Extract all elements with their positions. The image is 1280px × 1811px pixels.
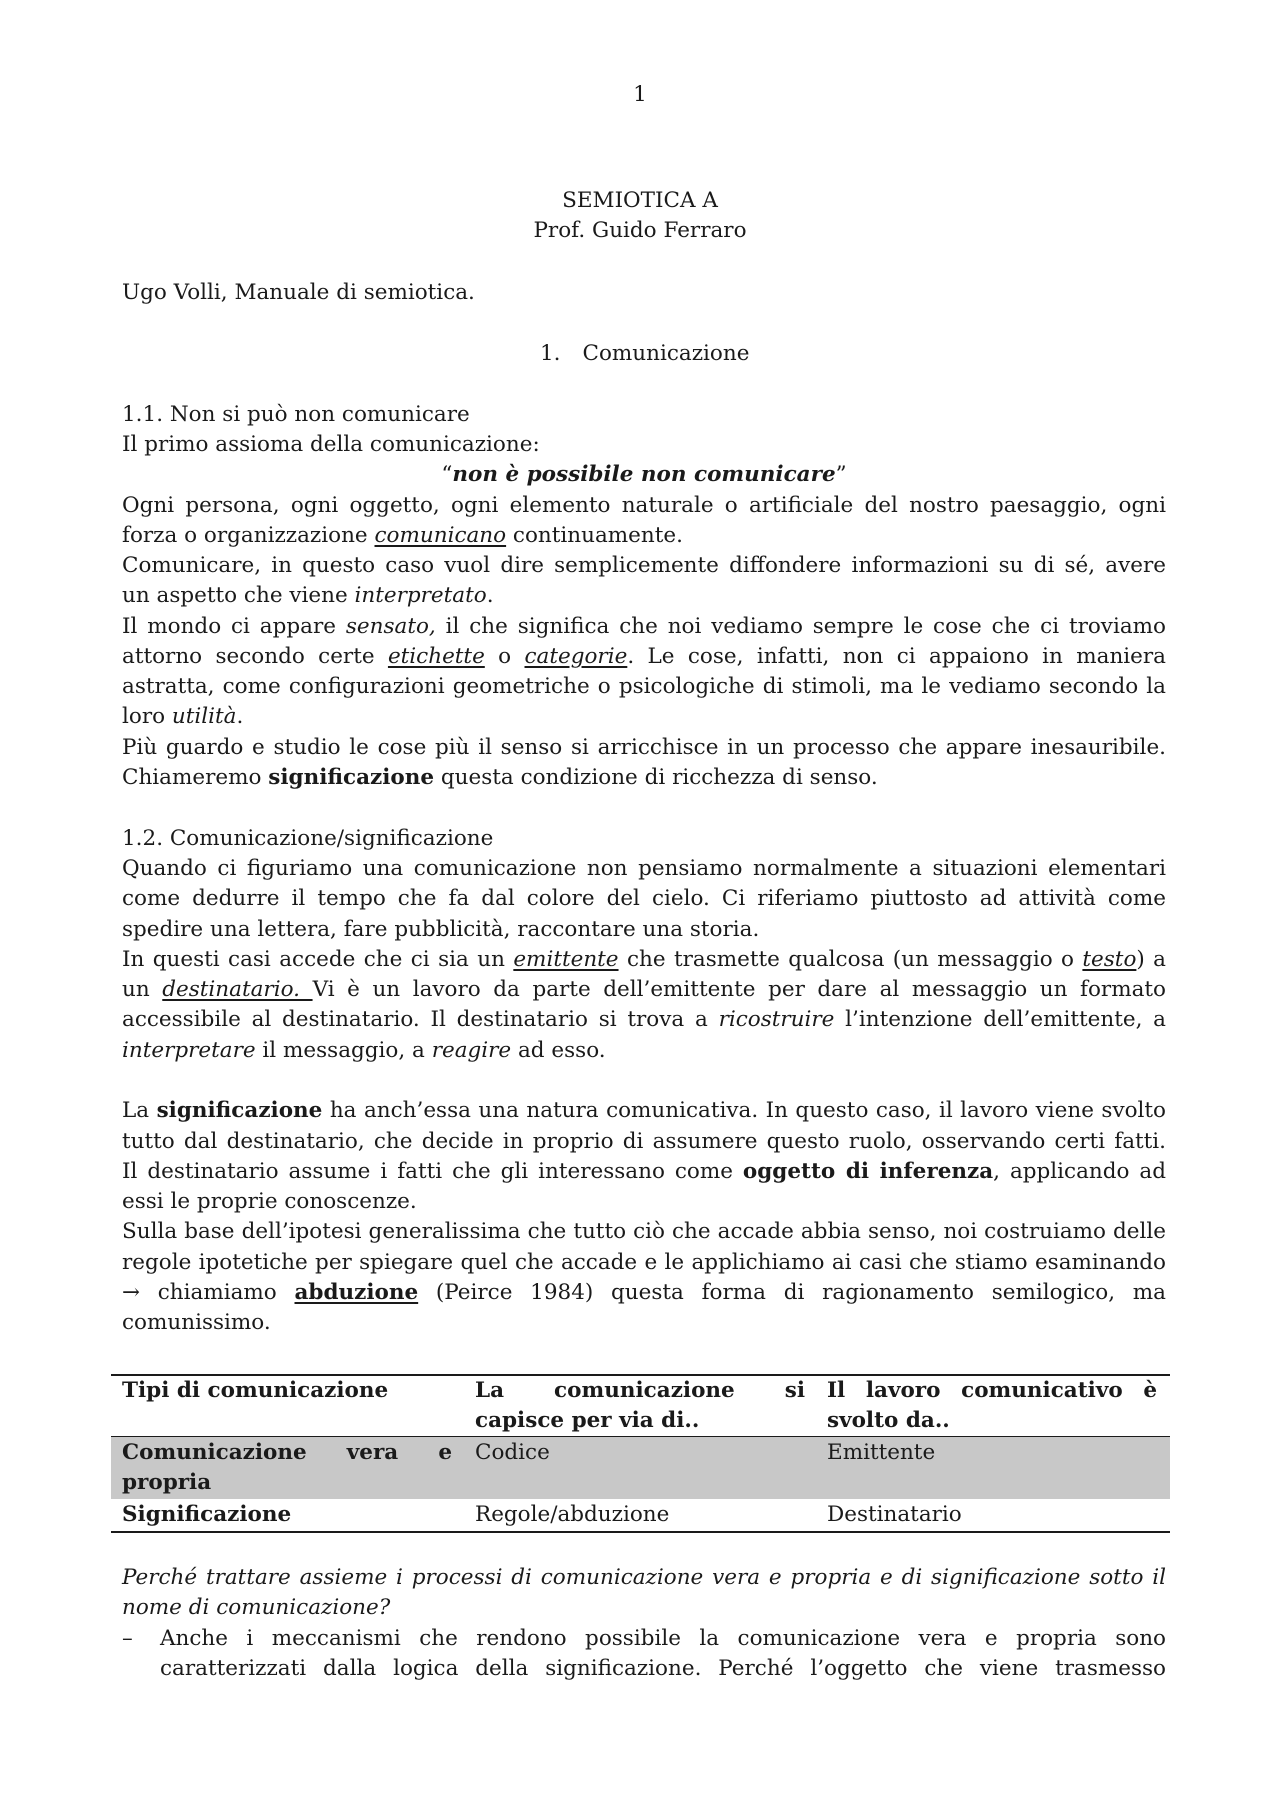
table-bottom-rule: [111, 1531, 1170, 1533]
text-run: il che significa che noi vediamo sempre le cose che ci troviamo: [435, 614, 1166, 639]
emphasis-sensato: sensato,: [345, 614, 436, 639]
text-run: loro: [122, 704, 172, 729]
paragraph-line: Quando ci figuriamo una comunicazione non pensiamo normalmente a situazioni elementari: [122, 856, 1166, 881]
text-run: Vi è un lavoro da parte dell’emittente per dare al messaggio un formato: [312, 977, 1166, 1002]
paragraph-line: spedire una lettera, fare pubblicità, raccontare una storia.: [122, 917, 760, 942]
table-header-rule: [111, 1436, 1170, 1437]
paragraph-line: [122, 702, 1166, 733]
text-run: il messaggio, a: [255, 1038, 432, 1063]
term-abduzione: abduzione: [294, 1280, 419, 1305]
quote-open: “: [441, 462, 453, 487]
paragraph-line: [122, 642, 1166, 673]
text-run: ad esso.: [511, 1038, 606, 1063]
emphasis-comunicano: comunicano: [374, 523, 507, 548]
paragraph-line: [122, 581, 1166, 612]
emphasis-categorie: categorie: [524, 644, 628, 669]
header-text: capisce per via di..: [475, 1408, 700, 1433]
text-run: Chiameremo: [122, 765, 269, 790]
table-cell: Destinatario: [827, 1502, 962, 1527]
paragraph-line: regole ipotetiche per spiegare quel che accade e le applichiamo ai casi che stiamo esaminando: [122, 1250, 1166, 1275]
header-text: svolto da..: [827, 1408, 950, 1433]
question-text: Perché trattare assieme i processi di comunicazione vera e propria e di significazione sotto il: [122, 1565, 1166, 1590]
cell-text: propria: [122, 1470, 212, 1495]
section1-intro: Il primo assioma della comunicazione:: [122, 432, 540, 457]
paragraph-line: [122, 1096, 1166, 1127]
text-run: .: [486, 583, 494, 608]
text-run: (Peirce 1984) questa forma di ragionamento semilogico, ma: [418, 1280, 1166, 1305]
text-run: un aspetto che viene: [122, 583, 355, 608]
question-line: [122, 1563, 1166, 1594]
paragraph-line: [122, 763, 1166, 794]
text-run: accessibile al destinatario. Il destinatario si trova a: [122, 1007, 719, 1032]
paragraph-line: Sulla base dell’ipotesi generalissima che tutto ciò che accade abbia senso, noi costruiamo delle: [122, 1219, 1166, 1244]
text-run: Il mondo ci appare: [122, 614, 346, 639]
cell-text: Comunicazione vera e: [122, 1440, 452, 1465]
text-run: questa condizione di ricchezza di senso.: [434, 765, 878, 790]
cell-text: Significazione: [122, 1502, 292, 1527]
table-cell: [122, 1500, 452, 1530]
table-header-cell: [475, 1376, 805, 1406]
table-cell: [122, 1468, 452, 1498]
paragraph-line: [122, 975, 1166, 1006]
text-run: La: [122, 1098, 157, 1123]
document-title: SEMIOTICA A: [562, 188, 718, 213]
emphasis-ricostruire: ricostruire: [718, 1007, 835, 1032]
header-text: Il lavoro comunicativo è: [827, 1378, 1157, 1403]
paragraph-line: Più guardo e studio le cose più il senso si arricchisce in un processo che appare inesauribile.: [122, 735, 1166, 760]
arrow-icon: →: [122, 1280, 141, 1305]
emphasis-reagire: reagire: [431, 1038, 512, 1063]
text-run: ha anch’essa una natura comunicativa. In questo caso, il lavoro viene svolto: [322, 1098, 1166, 1123]
emphasis-emittente: emittente: [513, 947, 619, 972]
text-run: Il destinatario assume i fatti che gli interessano come: [122, 1159, 743, 1184]
term-significazione: significazione: [156, 1098, 323, 1123]
table-header-cell: [122, 1376, 452, 1406]
table-cell: Emittente: [827, 1440, 936, 1465]
paragraph-line: [122, 521, 1166, 552]
reference-text: Ugo Volli, Manuale di semiotica.: [122, 280, 475, 305]
text-run: , applicando ad: [993, 1159, 1167, 1184]
text-run: un: [122, 977, 163, 1002]
text-run: In questi casi accede che ci sia un: [122, 947, 514, 972]
emphasis-utilita: utilità: [171, 704, 237, 729]
text-run: attorno secondo certe: [122, 644, 388, 669]
section-heading-1-1: 1.1. Non si può non comunicare: [122, 402, 470, 427]
text-run: o: [484, 644, 525, 669]
page-number: 1: [633, 82, 647, 107]
text-run: l’intenzione dell’emittente, a: [834, 1007, 1166, 1032]
bullet-dash: –: [122, 1626, 133, 1651]
axiom-text: non è possibile non comunicare: [452, 462, 836, 487]
chapter-heading: [540, 339, 749, 370]
paragraph-line: come dedurre il tempo che fa dal colore del cielo. Ci riferiamo piuttosto ad attività come: [122, 886, 1166, 911]
bullet-line: caratterizzati dalla logica della significazione. Perché l’oggetto che viene trasmesso: [160, 1656, 1166, 1681]
emphasis-destinatario: destinatario.: [162, 977, 313, 1002]
emphasis-interpretato: interpretato: [354, 583, 487, 608]
paragraph-line: [122, 1278, 1166, 1309]
professor-name: Prof. Guido Ferraro: [533, 218, 747, 243]
axiom-quote: [122, 460, 1166, 491]
table-header-cell: [827, 1376, 1157, 1406]
emphasis-interpretare: interpretare: [122, 1038, 256, 1063]
term-significazione: significazione: [268, 765, 435, 790]
emphasis-etichette: etichette: [387, 644, 485, 669]
emphasis-testo: testo: [1082, 947, 1137, 972]
paragraph-line: astratta, come configurazioni geometriche o psicologiche di stimoli, ma le vediamo secondo la: [122, 674, 1166, 699]
table-header-cell: [475, 1406, 805, 1436]
table-cell: [122, 1438, 452, 1468]
table-cell: Regole/abduzione: [475, 1502, 670, 1527]
paragraph-line: [122, 612, 1166, 643]
text-run: continuamente.: [506, 523, 683, 548]
header-text: Tipi di comunicazione: [122, 1378, 389, 1403]
table-cell: Codice: [475, 1440, 550, 1465]
chapter-number: 1.: [540, 341, 561, 366]
text-run: chiamiamo: [140, 1280, 295, 1305]
text-run: forza o organizzazione: [122, 523, 375, 548]
paragraph-line: essi le proprie conoscenze.: [122, 1189, 417, 1214]
text-run: . Le cose, infatti, non ci appaiono in maniera: [627, 644, 1166, 669]
paragraph-line: [122, 1036, 1166, 1067]
text-run: ) a: [1136, 947, 1167, 972]
paragraph-line: [122, 1157, 1166, 1188]
text-run: .: [236, 704, 244, 729]
paragraph-line: [122, 945, 1166, 976]
text-run: che trasmette qualcosa (un messaggio o: [618, 947, 1083, 972]
paragraph-line: comunissimo.: [122, 1310, 271, 1335]
header-text: La comunicazione si: [475, 1378, 805, 1403]
paragraph-line: Ogni persona, ogni oggetto, ogni elemento naturale o artificiale del nostro paesaggio, ogni: [122, 493, 1166, 518]
table-header-cell: [827, 1406, 1157, 1436]
quote-close: ”: [835, 462, 847, 487]
term-oggetto-di-inferenza: oggetto di inferenza: [742, 1159, 994, 1184]
question-text: nome di comunicazione?: [122, 1595, 391, 1620]
section-heading-1-2: 1.2. Comunicazione/significazione: [122, 826, 494, 851]
paragraph-line: [122, 1005, 1166, 1036]
paragraph-line: Comunicare, in questo caso vuol dire semplicemente diffondere informazioni su di sé, avere: [122, 553, 1166, 578]
question-line: [122, 1593, 1166, 1624]
bullet-line: Anche i meccanismi che rendono possibile la comunicazione vera e propria sono: [160, 1626, 1166, 1651]
paragraph-line: tutto dal destinatario, che decide in proprio di assumere questo ruolo, osservando certi fatti.: [122, 1129, 1166, 1154]
chapter-title: Comunicazione: [582, 341, 750, 366]
